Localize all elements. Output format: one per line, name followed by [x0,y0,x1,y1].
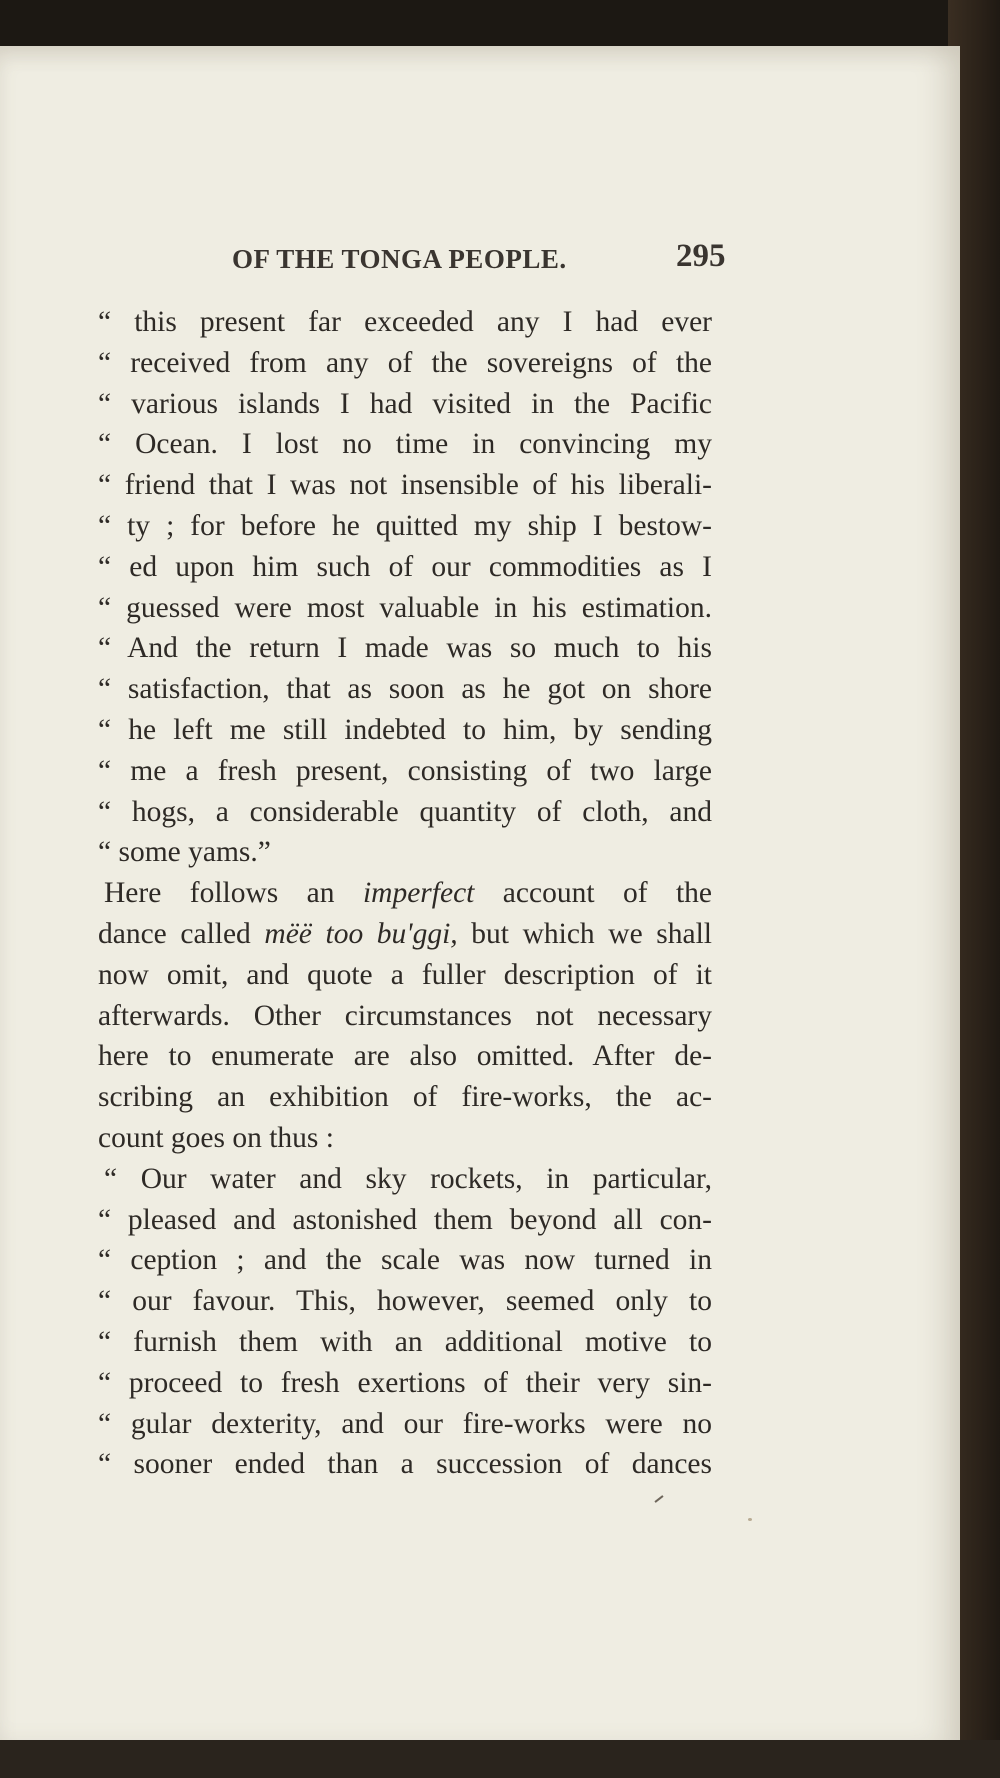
ink-mark [654,1495,663,1503]
text-line: “ friend that I was not insensible of his liberali- [98,469,712,502]
paragraph-line: afterwards. Other circumstances not necessary [98,999,712,1032]
text-line: “ he left me still indebted to him, by sending [98,713,712,746]
italic-term: imperfect [362,877,475,910]
text-run: dance called [98,917,265,950]
text-line: “ hogs, a considerable quantity of cloth, and [98,795,712,828]
quote-line: “ Our water and sky rockets, in particular, [104,1162,712,1195]
text-line: “ And the return I made was so much to his [98,632,712,665]
page-number: 295 [676,238,726,274]
paragraph-line: scribing an exhibition of fire-works, the ac- [98,1081,712,1114]
quote-line: “ our favour. This, however, seemed only to [98,1285,712,1318]
text-run: account of the [474,877,712,910]
paragraph-line: count goes on thus : [98,1121,334,1154]
text-line: “ ty ; for before he quitted my ship I bestow- [98,509,712,542]
text-line: “ ed upon him such of our commodities as I [98,550,712,583]
scan-bottom-border [0,1740,1000,1778]
text-line: “ various islands I had visited in the Pacific [98,387,712,420]
book-page [0,46,960,1748]
paragraph-line [98,914,712,955]
text-line: “ me a fresh present, consisting of two large [98,754,712,787]
italic-term: mëë too bu'ggi, [264,917,458,950]
text-run: but which we shall [457,917,712,950]
paper-speck [748,1518,752,1521]
paragraph-line: now omit, and quote a fuller description of it [98,958,712,991]
body-text [98,302,712,1485]
running-head-title: OF THE TONGA PEOPLE. [232,244,567,274]
quote-line: “ sooner ended than a succession of dances [98,1448,712,1481]
quote-line: “ ception ; and the scale was now turned in [98,1244,712,1277]
text-line: “ guessed were most valuable in his estimation. [98,591,712,624]
text-line: “ satisfaction, that as soon as he got on shore [98,673,712,706]
quote-line: “ furnish them with an additional motive to [98,1325,712,1358]
text-run: Here follows an [104,877,363,910]
quote-line: “ pleased and astonished them beyond all con- [98,1203,712,1236]
text-line: “ some yams.” [98,836,271,869]
scan-top-border [0,0,1000,46]
quote-line: “ proceed to fresh exertions of their very sin- [98,1366,712,1399]
paragraph-line: here to enumerate are also omitted. After de- [98,1040,712,1073]
paragraph-line [98,873,712,914]
text-line: “ Ocean. I lost no time in convincing my [98,428,712,461]
text-line: “ this present far exceeded any I had ever [98,306,712,338]
quote-line: “ gular dexterity, and our fire-works were no [98,1407,712,1440]
text-line: “ received from any of the sovereigns of the [98,346,712,379]
